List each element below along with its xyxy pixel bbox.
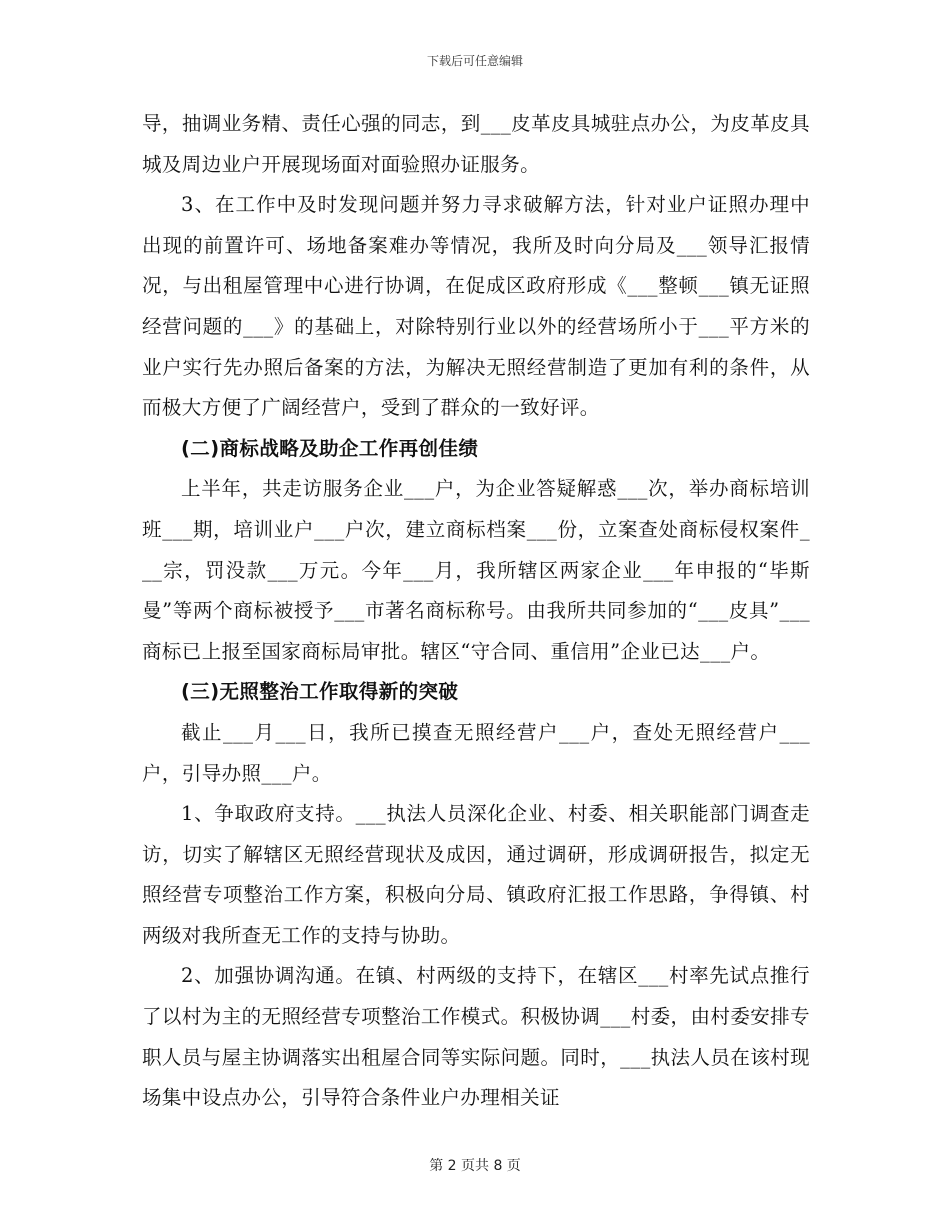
paragraph-item-2: 2、加强协调沟通。在镇、村两级的支持下，在辖区___村率先试点推行了以村为主的无照经营专项整治工作模式。积极协调___村委，由村委安排专职人员与屋主协调落实出租屋合同等实际问题。同时，___执法人员在该村现场集中设点办公，引导符合条件业户办理相关证 (142, 964, 810, 1110)
document-body (142, 104, 810, 1119)
paragraph-continuation: 导，抽调业务精、责任心强的同志，到___皮革皮具城驻点办公，为皮革皮具城及周边业户开展现场面对面验照办证服务。 (142, 112, 810, 176)
paragraph-unlicensed-summary: 截止___月___日，我所已摸查无照经营户___户，查处无照经营户___户，引导办照___户。 (142, 720, 810, 785)
paragraph-item-1: 1、争取政府支持。___执法人员深化企业、村委、相关职能部门调查走访，切实了解辖区无照经营现状及成因，通过调研，形成调研报告，拟定无照经营专项整治工作方案，积极向分局、镇政府汇报工作思路，争得镇、村两级对我所查无工作的支持与协助。 (142, 802, 810, 947)
page-footer: 第 2 页共 8 页 (429, 1158, 521, 1174)
paragraph-item-3: 3、在工作中及时发现问题并努力寻求破解方法，针对业户证照办理中出现的前置许可、场地备案难办等情况，我所及时向分局及___领导汇报情况，与出租屋管理中心进行协调，在促成区政府形成《___整顿___镇无证照经营问题的___》的基础上，对除特别行业以外的经营场所小于___平方米的业户实行先办照后备案的方法，为解决无照经营制造了更加有利的条件，从而极大方便了广阔经营户，受到了群众的一致好评。 (142, 193, 810, 420)
paragraph-trademark: 上半年，共走访服务企业___户，为企业答疑解惑___次，举办商标培训班___期，培训业户___户次，建立商标档案___份，立案查处商标侵权案件___宗，罚没款___万元。今年___月，我所辖区两家企业___年申报的“毕斯曼”等两个商标被授予___市著名商标称号。由我所共同参加的“___皮具”___商标已上报至国家商标局审批。辖区“守合同、重信用”企业已达___户。 (142, 477, 810, 663)
page-header: 下载后可任意编辑 (426, 54, 523, 68)
section-heading-unlicensed: (三)无照整治工作取得新的突破 (181, 680, 459, 704)
section-heading-trademark: (二)商标战略及助企工作再创佳绩 (181, 436, 479, 460)
